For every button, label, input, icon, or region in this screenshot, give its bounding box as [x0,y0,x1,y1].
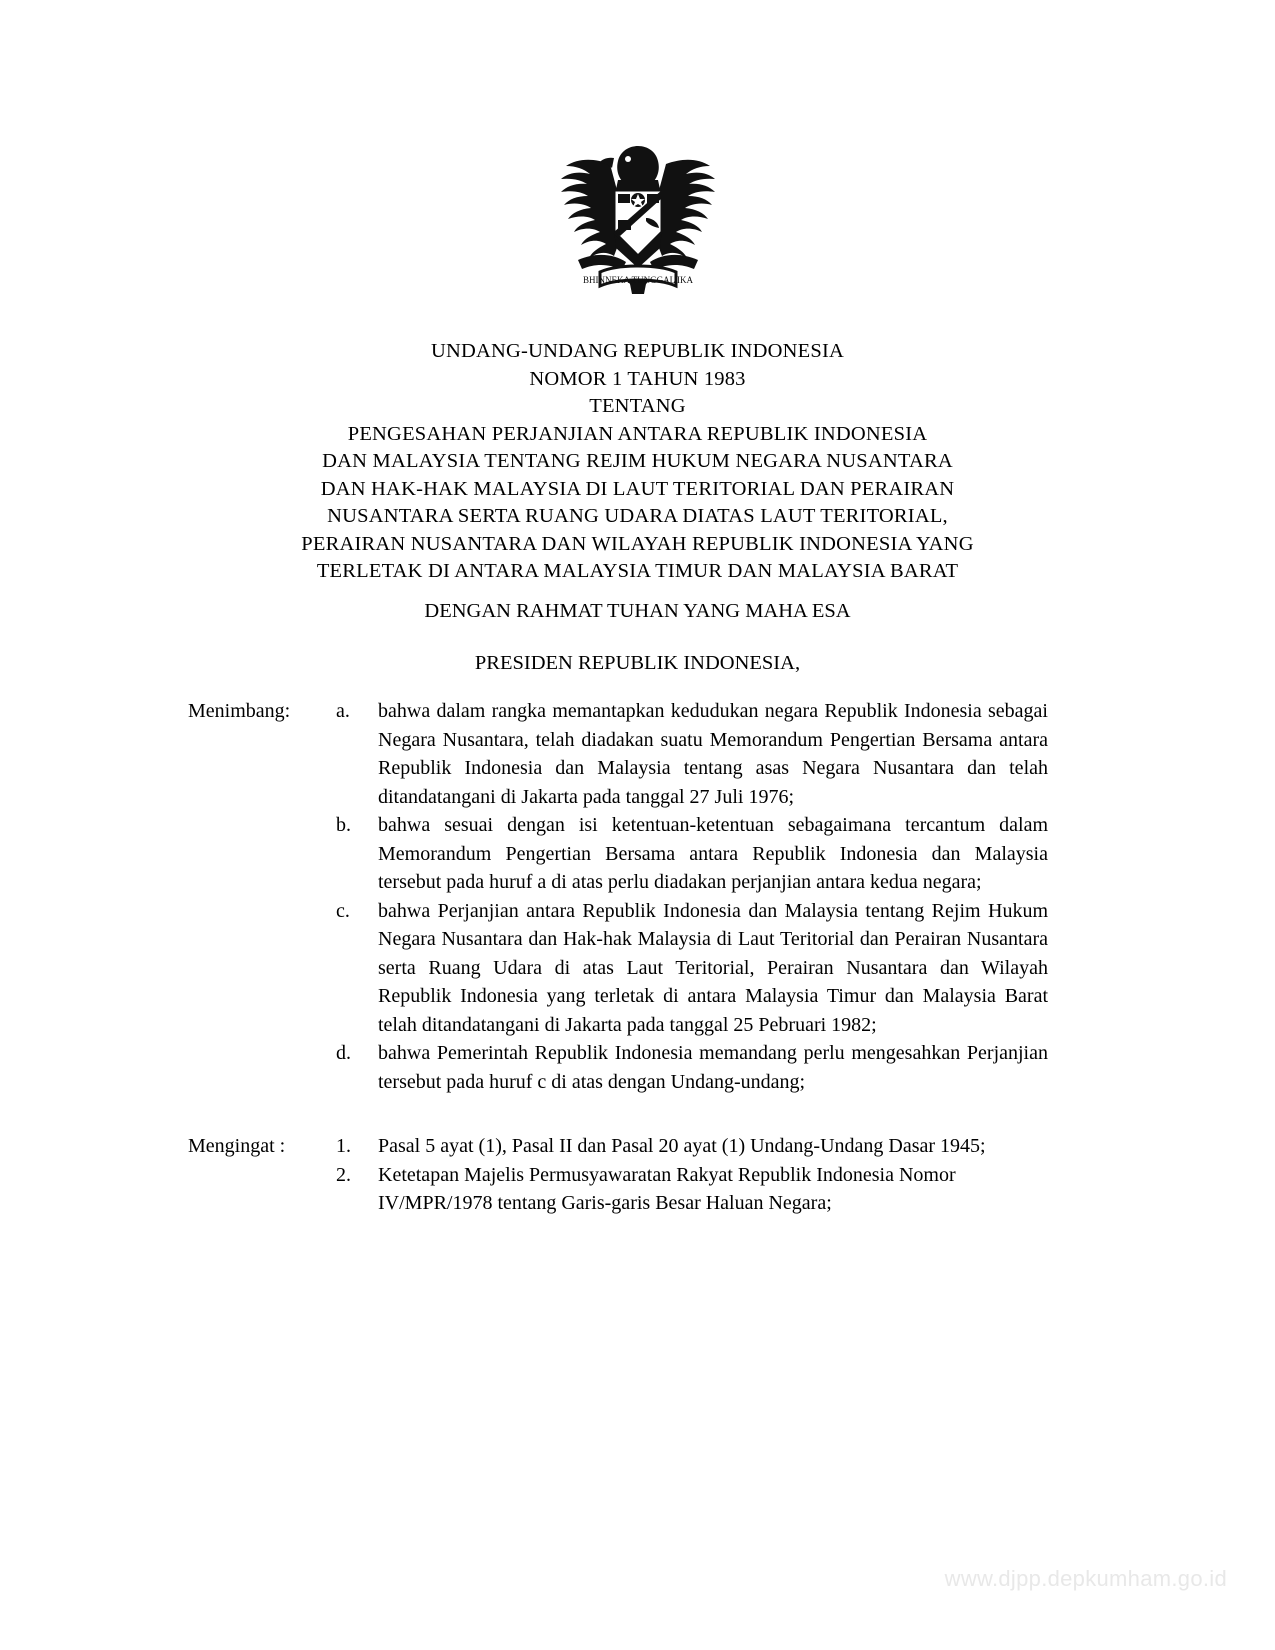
item-marker: 1. [336,1135,351,1157]
title-line-1: UNDANG-UNDANG REPUBLIK INDONESIA [431,340,844,362]
title-line-3: TENTANG [589,395,686,417]
document-title [0,338,1275,586]
section-label-menimbang: Menimbang: [188,700,291,722]
item-text: bahwa Pemerintah Republik Indonesia memandang perlu mengesahkan Perjanjian tersebut pada huruf c di atas dengan Undang-undang; [378,1042,1048,1093]
item-text: bahwa dalam rangka memantapkan kedudukan negara Republik Indonesia sebagai Negara Nusantara, telah diadakan suatu Memorandum Pengertian Bersama antara Republik Indonesia dan Malaysia tentang asas Negara Nusantara dan telah ditandatangani di Jakarta pada tanggal 27 Juli 1976; [378,700,1048,808]
item-text: Ketetapan Majelis Permusyawaratan Rakyat Republik Indonesia Nomor IV/MPR/1978 tentang Garis-garis Besar Haluan Negara; [378,1163,956,1214]
list-item [336,1039,1048,1096]
list-item [336,897,1048,1040]
item-text: bahwa Perjanjian antara Republik Indonesia dan Malaysia tentang Rejim Hukum Negara Nusantara dan Hak-hak Malaysia di Laut Teritorial dan Perairan Nusantara serta Ruang Udara di atas Laut Teritorial, Perairan Nusantara dan Wilayah Republik Indonesia yang terletak di antara Malaysia Timur dan Malaysia Barat telah ditandatangani di Jakarta pada tanggal 25 Pebruari 1982; [378,899,1048,1036]
item-marker: d. [336,1042,351,1064]
section-mengingat [188,1132,1048,1218]
site-watermark: www.djpp.depkumham.go.id [944,1566,1227,1591]
list-item [336,811,1048,897]
garuda-pancasila-emblem [548,128,728,300]
title-line-9: TERLETAK DI ANTARA MALAYSIA TIMUR DAN MALAYSIA BARAT [316,560,959,582]
list-item [336,697,1048,811]
section-label-mengingat: Mengingat : [188,1135,286,1157]
list-item [336,1132,1048,1161]
title-line-5: DAN MALAYSIA TENTANG REJIM HUKUM NEGARA NUSANTARA [322,450,953,472]
item-text: Pasal 5 ayat (1), Pasal II dan Pasal 20 ayat (1) Undang-Undang Dasar 1945; [378,1135,986,1157]
title-line-8: PERAIRAN NUSANTARA DAN WILAYAH REPUBLIK INDONESIA YANG [301,532,974,555]
president-line: PRESIDEN REPUBLIK INDONESIA, [474,652,801,674]
item-marker: a. [336,700,350,722]
menimbang-items [336,697,1048,1096]
emblem-container [0,128,1275,300]
section-menimbang [188,697,1048,1096]
title-line-7: NUSANTARA SERTA RUANG UDARA DIATAS LAUT TERITORIAL, [327,505,948,527]
title-line-6: DAN HAK-HAK MALAYSIA DI LAUT TERITORIAL DAN PERAIRAN [320,477,955,500]
svg-text:BHINNEKA TUNGGAL IKA: BHINNEKA TUNGGAL IKA [582,275,693,285]
item-marker: 2. [336,1163,351,1186]
item-marker: c. [336,899,350,922]
item-text: bahwa sesuai dengan isi ketentuan-ketentuan sebagaimana tercantum dalam Memorandum Pengertian Bersama antara Republik Indonesia dan Malaysia tersebut pada huruf a di atas perlu diadakan perjanjian antara kedua negara; [378,814,1048,893]
title-line-2: NOMOR 1 TAHUN 1983 [529,367,746,390]
title-line-4: PENGESAHAN PERJANJIAN ANTARA REPUBLIK INDONESIA [347,422,928,445]
list-item [336,1161,1048,1218]
mengingat-items [336,1132,1048,1218]
item-marker: b. [336,814,351,836]
invocation-line: DENGAN RAHMAT TUHAN YANG MAHA ESA [424,600,851,622]
